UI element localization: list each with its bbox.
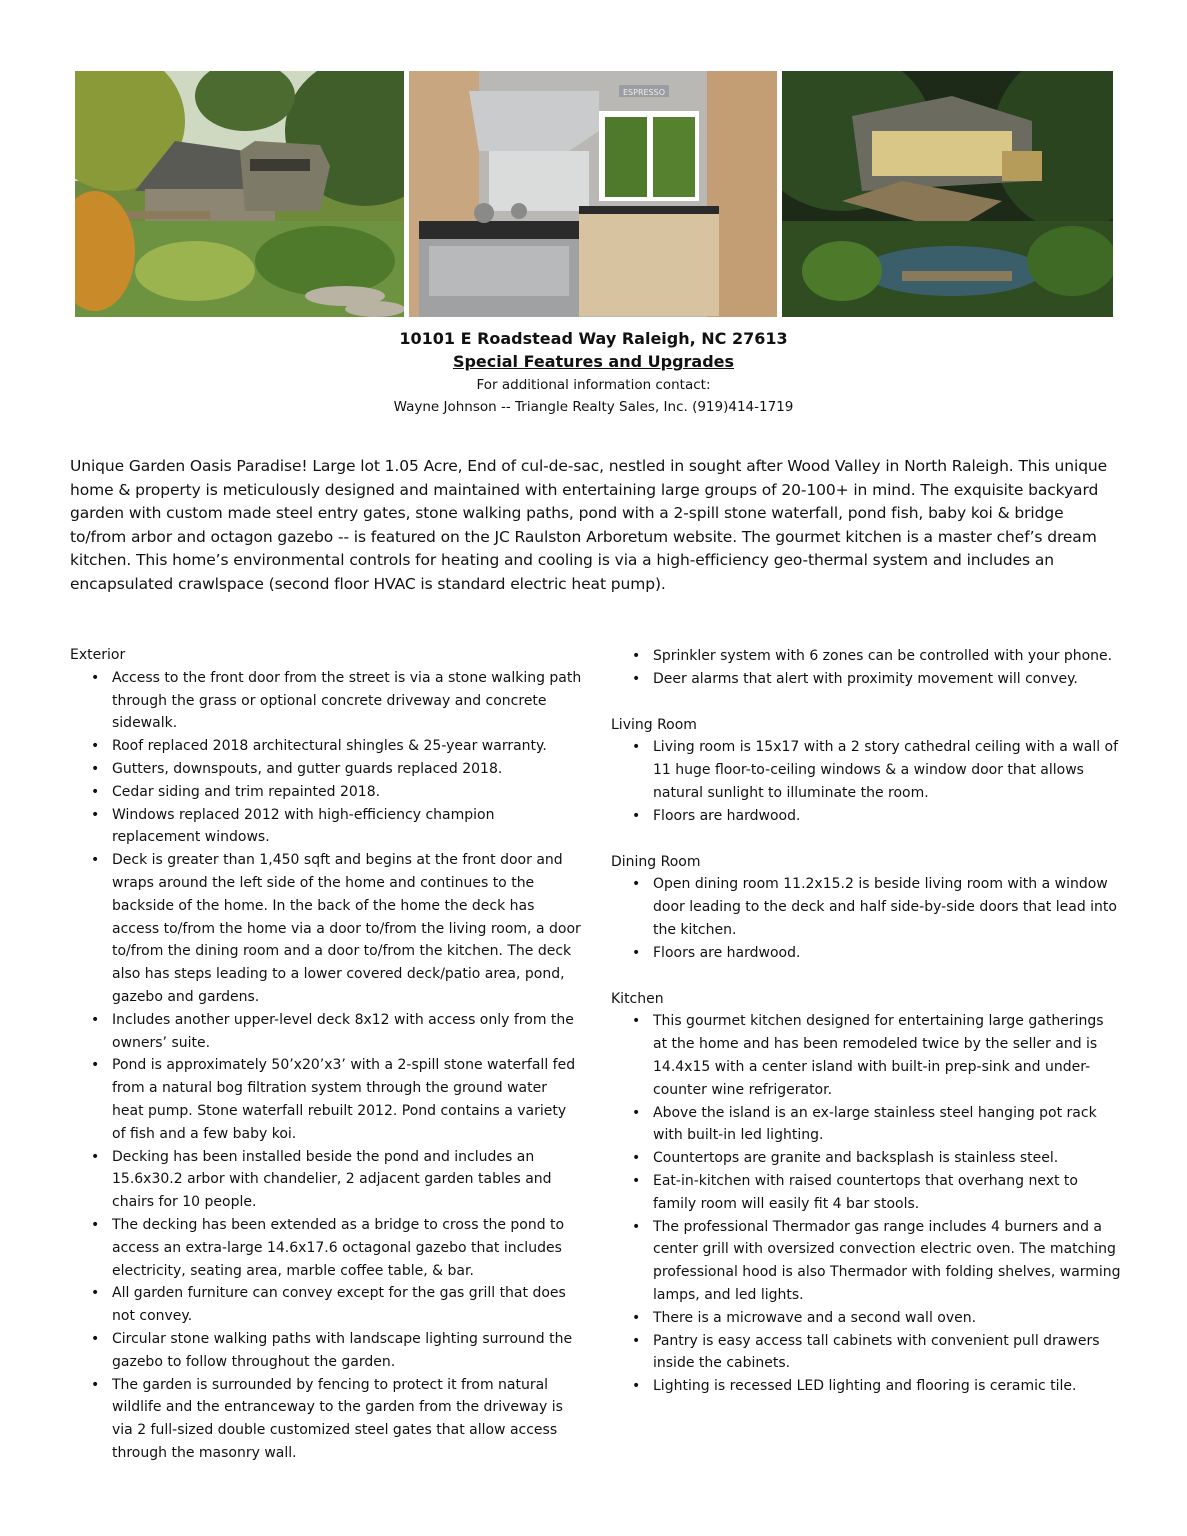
section-title-kitchen: Kitchen xyxy=(611,990,664,1007)
list-item: • Above the island is an ex-large stainless steel hanging pot rack with built-in led lighting. xyxy=(653,1102,1121,1148)
contact-line-1: For additional information contact: xyxy=(476,377,711,393)
list-item: • Includes another upper-level deck 8x12 with access only from the owners’ suite. xyxy=(112,1009,582,1055)
exterior-list xyxy=(70,667,582,1465)
right-column xyxy=(611,645,1121,1398)
dining-room-list xyxy=(611,873,1121,964)
list-item: • Sprinkler system with 6 zones can be controlled with your phone. xyxy=(653,645,1121,668)
page-subtitle: Special Features and Upgrades xyxy=(452,352,735,371)
list-item: • Circular stone walking paths with landscape lighting surround the gazebo to follow throughout the garden. xyxy=(112,1328,582,1374)
list-item: • Open dining room 11.2x15.2 is beside living room with a window door leading to the deck and half side-by-side doors that lead into the kitchen. xyxy=(653,873,1121,941)
list-item: • Roof replaced 2018 architectural shingles & 25-year warranty. xyxy=(112,735,582,758)
list-item: • Deer alarms that alert with proximity movement will convey. xyxy=(653,668,1121,691)
backyard-night-photo xyxy=(782,71,1113,317)
list-item: • Gutters, downspouts, and gutter guards replaced 2018. xyxy=(112,758,582,781)
list-item: • Cedar siding and trim repainted 2018. xyxy=(112,781,582,804)
list-item: • Eat-in-kitchen with raised countertops that overhang next to family room will easily fit 4 bar stools. xyxy=(653,1170,1121,1216)
list-item: • Deck is greater than 1,450 sqft and begins at the front door and wraps around the left side of the home and continues to the backside of the home. In the back of the home the deck has access to/from the home via a door to/from the living room, a door to/from the dining room and a door to/from the kitchen. The deck also has steps leading to a lower covered deck/patio area, pond, gazebo and gardens. xyxy=(112,849,582,1009)
kitchen-list xyxy=(611,1010,1121,1398)
section-title-exterior: Exterior xyxy=(70,647,126,663)
espresso-sign: ESPRESSO xyxy=(622,88,666,97)
list-item: • Pond is approximately 50’x20’x3’ with a 2-spill stone waterfall fed from a natural bog filtration system through the ground water heat pump. Stone waterfall rebuilt 2012. Pond contains a variety of fish and a few baby koi. xyxy=(112,1054,582,1145)
list-item: • Windows replaced 2012 with high-efficiency champion replacement windows. xyxy=(112,804,582,850)
left-column xyxy=(70,644,582,1465)
intro-paragraph: Unique Garden Oasis Paradise! Large lot 1.05 Acre, End of cul-de-sac, nestled in sought after Wood Valley in North Raleigh. This unique home & property is meticulously designed and maintained with entertaining large groups of 20-100+ in mind. The exquisite backyard garden with custom made steel entry gates, stone walking paths, pond with a 2-spill stone waterfall, pond fish, baby koi & bridge to/from arbor and octagon gazebo -- is featured on the JC Raulston Arboretum website. The gourmet kitchen is a master chef’s dream kitchen. This home’s environmental controls for heating and cooling is via a high-efficiency geo-thermal system and includes an encapsulated crawlspace (second floor HVAC is standard electric heat pump). xyxy=(70,457,1108,593)
living-room-list xyxy=(611,736,1121,827)
listing-header xyxy=(0,328,1187,418)
section-title-living-room: Living Room xyxy=(611,716,697,733)
list-item: • The professional Thermador gas range includes 4 burners and a center grill with oversized convection electric oven. The matching professional hood is also Thermador with folding shelves, warming lamps, and led lights. xyxy=(653,1216,1121,1307)
list-item: • Pantry is easy access tall cabinets with convenient pull drawers inside the cabinets. xyxy=(653,1330,1121,1376)
exterior-continued-list xyxy=(611,645,1121,691)
section-title-dining-room: Dining Room xyxy=(611,853,701,870)
list-item: • The decking has been extended as a bridge to cross the pond to access an extra-large 14.6x17.6 octagonal gazebo that includes electricity, seating area, marble coffee table, & bar. xyxy=(112,1214,582,1282)
list-item: • Decking has been installed beside the pond and includes an 15.6x30.2 arbor with chandelier, 2 adjacent garden tables and chairs for 10 people. xyxy=(112,1146,582,1214)
house-front-garden-photo xyxy=(75,71,404,317)
list-item: • Countertops are granite and backsplash is stainless steel. xyxy=(653,1147,1121,1170)
list-item: • Lighting is recessed LED lighting and flooring is ceramic tile. xyxy=(653,1375,1121,1398)
list-item: • There is a microwave and a second wall oven. xyxy=(653,1307,1121,1330)
list-item: • Floors are hardwood. xyxy=(653,942,1121,965)
list-item: • Living room is 15x17 with a 2 story cathedral ceiling with a wall of 11 huge floor-to-ceiling windows & a window door that allows natural sunlight to illuminate the room. xyxy=(653,736,1121,804)
list-item: • The garden is surrounded by fencing to protect it from natural wildlife and the entranceway to the garden from the driveway is via 2 full-sized double customized steel gates that allow access through the masonry wall. xyxy=(112,1374,582,1465)
kitchen-photo xyxy=(409,71,777,317)
contact-line-2: Wayne Johnson -- Triangle Realty Sales, Inc. (919)414-1719 xyxy=(393,399,794,415)
property-address: 10101 E Roadstead Way Raleigh, NC 27613 xyxy=(399,329,788,348)
list-item: • This gourmet kitchen designed for entertaining large gatherings at the home and has been remodeled twice by the seller and is 14.4x15 with a center island with built-in prep-sink and under-counter wine refrigerator. xyxy=(653,1010,1121,1101)
photo-strip xyxy=(75,71,1113,317)
list-item: • Access to the front door from the street is via a stone walking path through the grass or optional concrete driveway and concrete sidewalk. xyxy=(112,667,582,735)
list-item: • All garden furniture can convey except for the gas grill that does not convey. xyxy=(112,1282,582,1328)
list-item: • Floors are hardwood. xyxy=(653,805,1121,828)
